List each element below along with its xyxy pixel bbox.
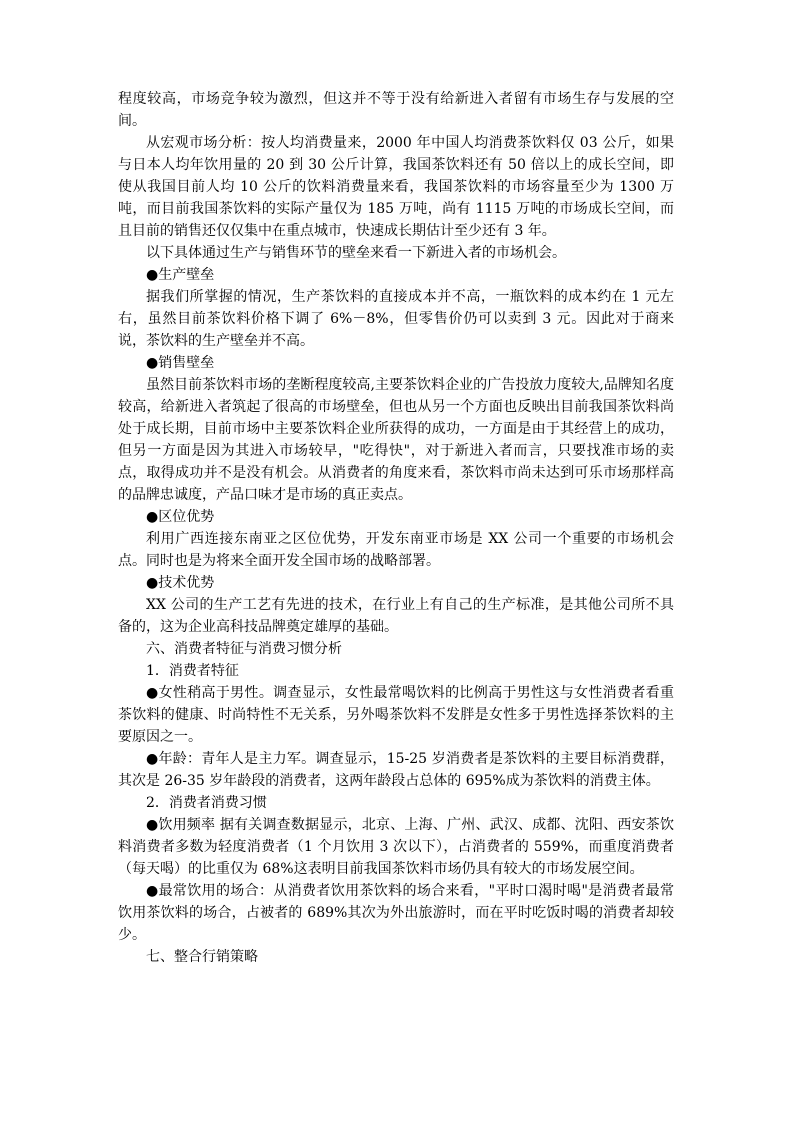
section-heading-marketing-strategy: 七、整合行销策略 [146,949,258,965]
heading-location-advantage: ●区位优势 [146,509,215,525]
section-heading-consumer-analysis: 六、消费者特征与消费习惯分析 [146,641,342,657]
heading-production-barrier: ●生产壁垒 [146,267,215,283]
paragraph-occasion: ●最常饮用的场合：从消费者饮用茶饮料的场合来看，"平时口渴时喝"是消费者最常饮用茶饮料的场合，占被者的 689%其次为外出旅游时，而在平时吃饭时喝的消费者却较少。 [118,883,674,943]
paragraph-gender: ●女性稍高于男性。调查显示，女性最常喝饮料的比例高于男性这与女性消费者看重茶饮料的健康、时尚特性不无关系，另外喝茶饮料不发胖是女性多于男性选择茶饮料的主要原因之一。 [118,685,674,745]
paragraph-location-advantage: 利用广西连接东南亚之区位优势，开发东南亚市场是 XX 公司一个重要的市场机会点。同时也是为将来全面开发全国市场的战略部署。 [118,531,674,569]
subheading-consumer-characteristics: 1．消费者特征 [146,663,239,679]
subheading-consumer-habits: 2．消费者消费习惯 [146,795,267,811]
paragraph-frequency: ●饮用频率 据有关调查数据显示，北京、上海、广州、武汉、成都、沈阳、西安茶饮料消费者多数为轻度消费者（1 个月饮用 3 次以下），占消费者的 559%，而重度消费者（每天喝）的比重仅为 68%这表明目前我国茶饮料市场仍具有较大的市场发展空间。 [118,817,674,877]
document-page [118,88,674,968]
paragraph-sales-barrier: 虽然目前茶饮料市场的垄断程度较高,主要茶饮料企业的广告投放力度较大,品牌知名度较高，给新进入者筑起了很高的市场壁垒，但也从另一个方面也反映出目前我国茶饮料尚处于成长期，目前市场中主要茶饮料企业所获得的成功，一方面是由于其经营上的成功，但另一方面是因为其进入市场较早，"吃得快"，对于新进入者而言，只要找准市场的卖点，取得成功并不是没有机会。从消费者的角度来看，茶饮料市尚未达到可乐市场那样高的品牌忠诚度，产品口味才是市场的真正卖点。 [118,377,674,503]
paragraph-intro-continuation: 程度较高，市场竞争较为激烈，但这并不等于没有给新进入者留有市场生存与发展的空间。 [118,91,674,129]
heading-sales-barrier: ●销售壁垒 [146,355,215,371]
paragraph-macro-analysis: 从宏观市场分析：按人均消费量来，2000 年中国人均消费茶饮料仅 03 公斤，如果与日本人均年饮用量的 20 到 30 公斤计算，我国茶饮料还有 50 倍以上的成长空间，即使从我国目前人均 10 公斤的饮料消费量来看，我国茶饮料的市场容量至少为 1300 万吨，而目前我国茶饮料的实际产量仅为 185 万吨，尚有 1115 万吨的市场成长空间，而且目前的销售还仅仅集中在重点城市，快速成长期估计至少还有 3 年。 [118,135,674,239]
paragraph-age: ●年龄：青年人是主力军。调查显示，15-25 岁消费者是茶饮料的主要目标消费群，其次是 26-35 岁年龄段的消费者，这两年龄段占总体的 695%成为茶饮料的消费主体。 [118,751,674,789]
paragraph-barrier-intro: 以下具体通过生产与销售环节的壁垒来看一下新进入者的市场机会。 [146,245,566,261]
paragraph-technology-advantage: XX 公司的生产工艺有先进的技术，在行业上有自己的生产标准，是其他公司所不具备的，这为企业高科技品牌奠定雄厚的基础。 [118,597,674,635]
heading-technology-advantage: ●技术优势 [146,575,215,591]
paragraph-production-barrier: 据我们所掌握的情况，生产茶饮料的直接成本并不高，一瓶饮料的成本约在 1 元左右，虽然目前茶饮料价格下调了 6%－8%，但零售价仍可以卖到 3 元。因此对于商来说，茶饮料的生产壁垒并不高。 [118,289,674,349]
